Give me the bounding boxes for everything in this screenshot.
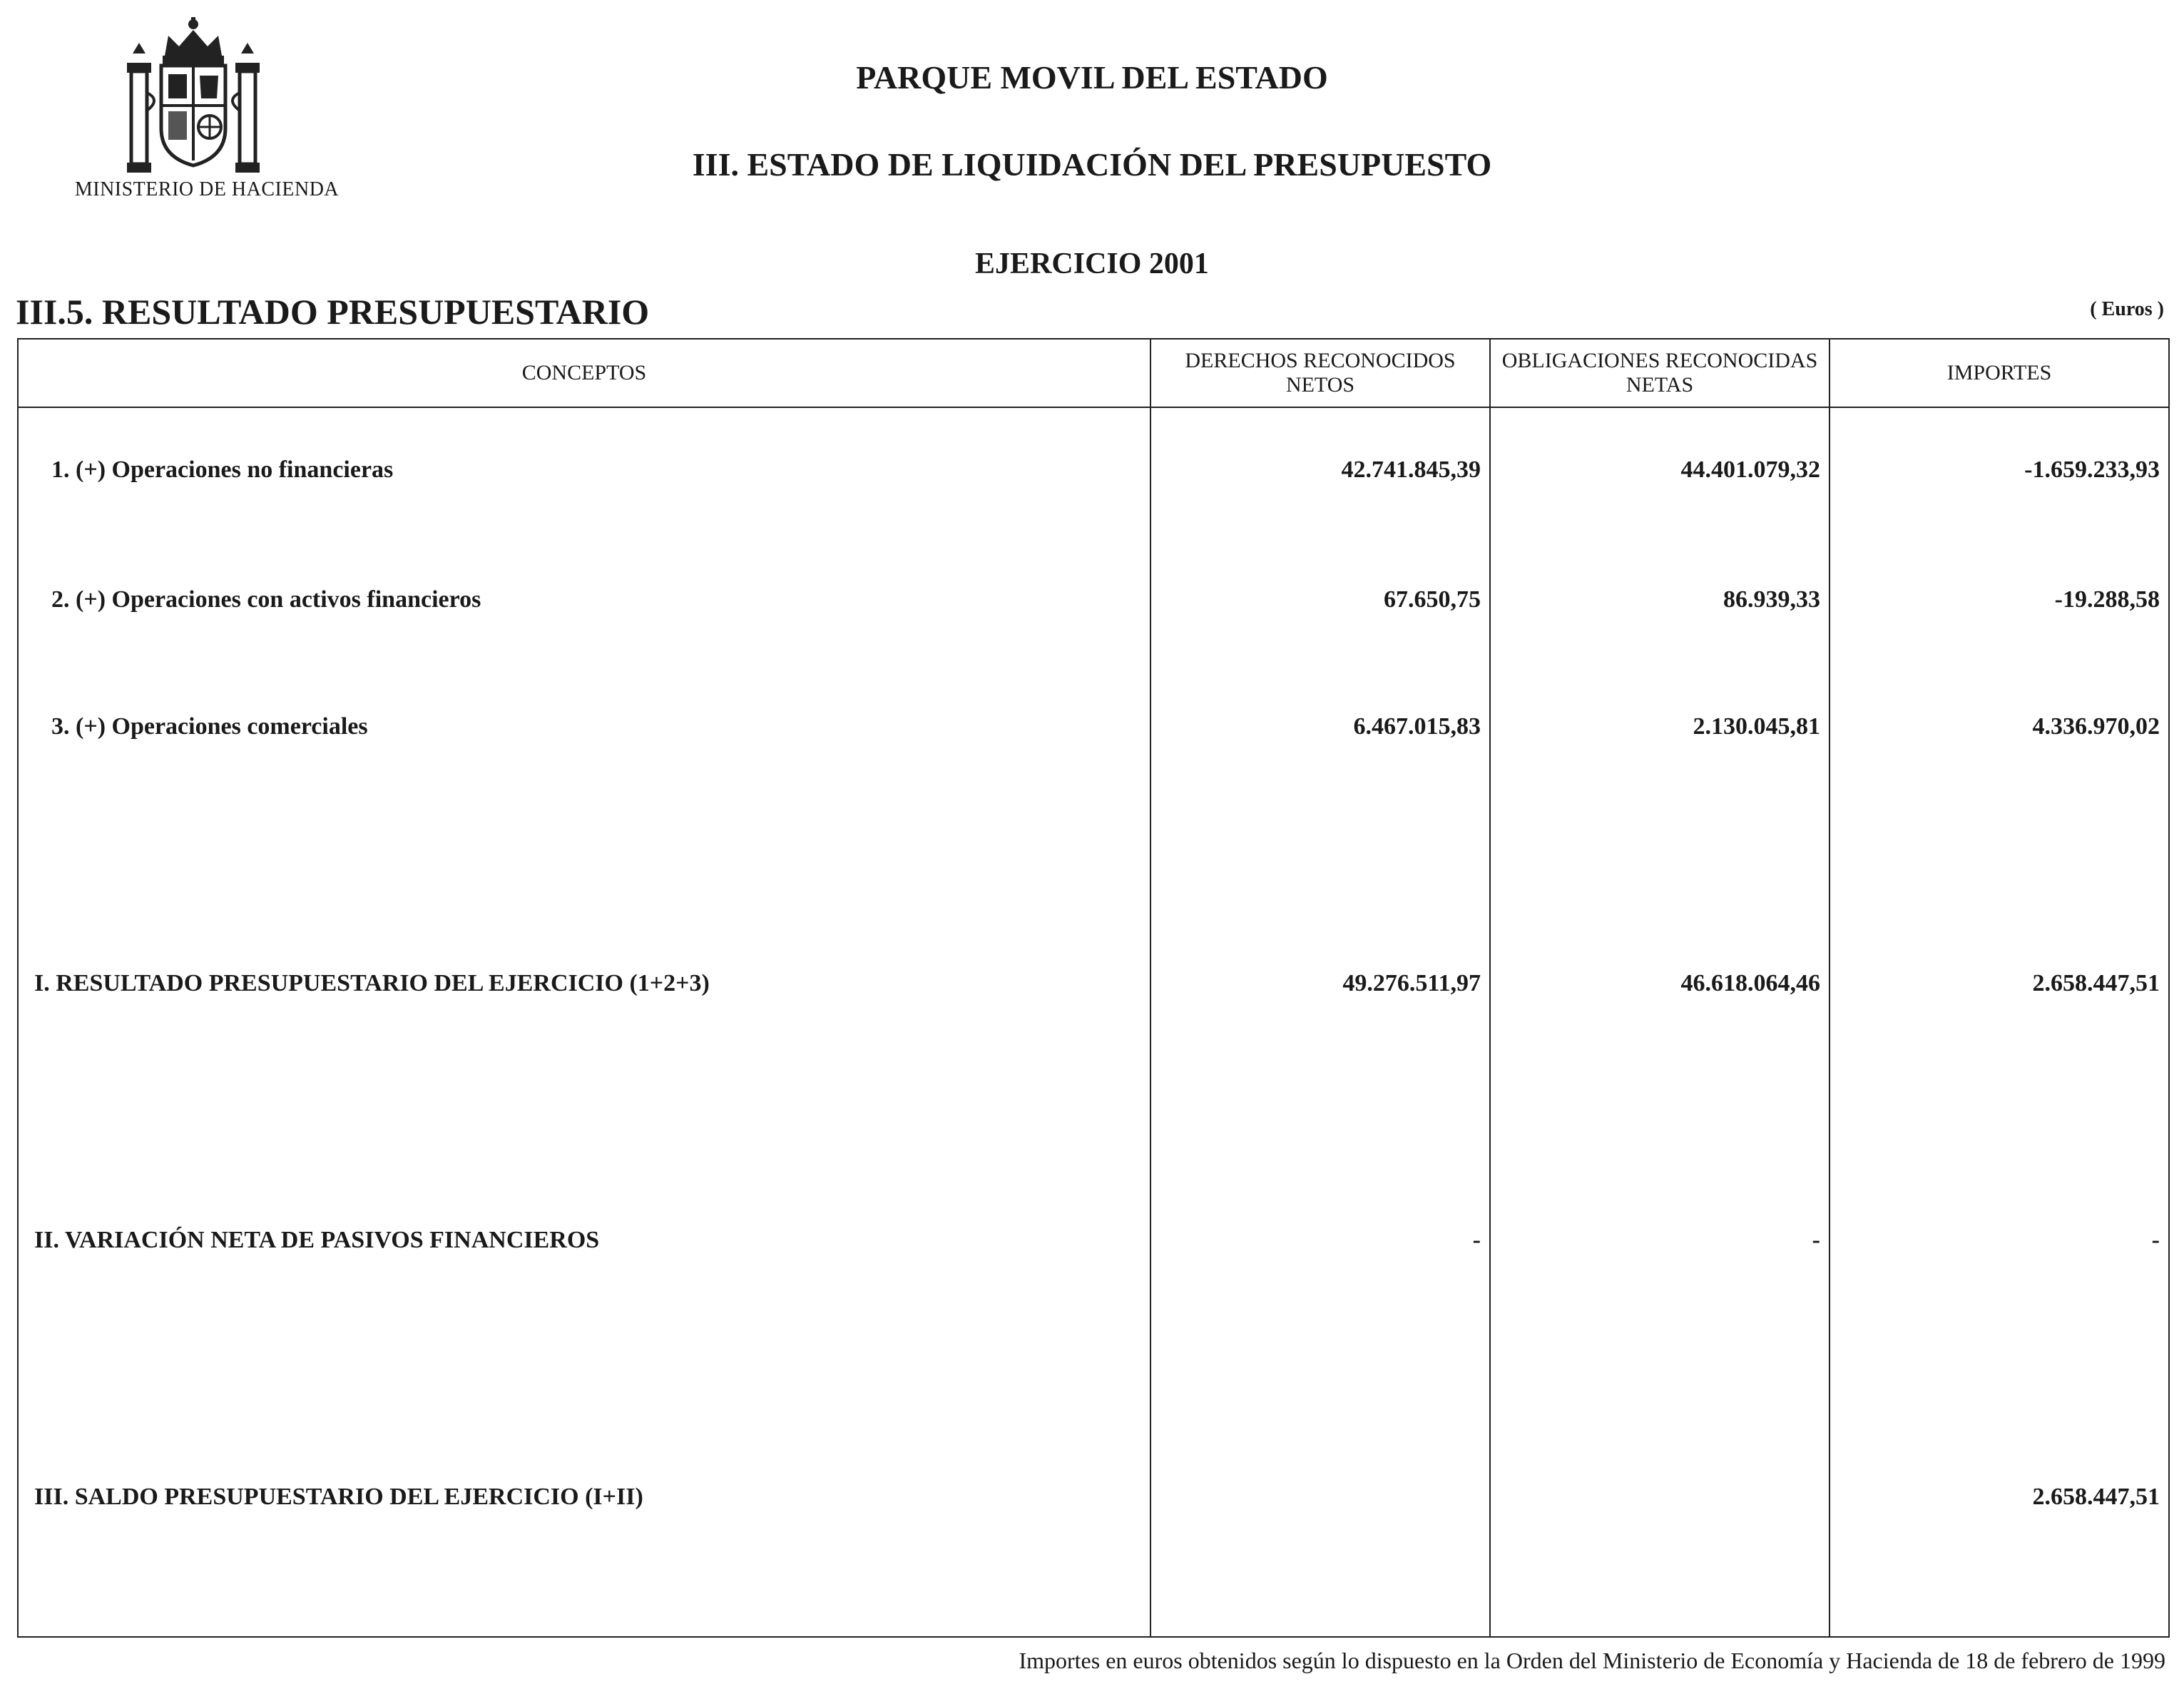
column-header-rights: DERECHOS RECONOCIDOS NETOS bbox=[1185, 349, 1456, 397]
obligations-value: 86.939,33 bbox=[1723, 586, 1820, 613]
rights-value: 42.741.845,39 bbox=[1341, 456, 1481, 483]
row-label-total: II. VARIACIÓN NETA DE PASIVOS FINANCIEROS bbox=[34, 1227, 600, 1253]
currency-unit: ( Euros ) bbox=[2090, 298, 2164, 320]
column-header-obligations: OBLIGACIONES RECONOCIDAS NETAS bbox=[1501, 349, 1818, 397]
column-header-amounts: IMPORTES bbox=[1946, 361, 2052, 384]
amount-value: - bbox=[2151, 1227, 2160, 1253]
ministry-name: MINISTERIO DE HACIENDA bbox=[74, 178, 340, 200]
obligations-value: - bbox=[1812, 1227, 1820, 1253]
column-divider bbox=[1489, 338, 1491, 1638]
rights-value: 67.650,75 bbox=[1384, 586, 1481, 613]
row-label: 1. (+) Operaciones no financieras bbox=[51, 456, 394, 483]
section-title: III.5. RESULTADO PRESUPUESTARIO bbox=[16, 292, 650, 332]
amount-value: 4.336.970,02 bbox=[2032, 713, 2160, 740]
page-title: PARQUE MOVIL DEL ESTADO bbox=[856, 59, 1328, 96]
page-subtitle: III. ESTADO DE LIQUIDACIÓN DEL PRESUPUESTO bbox=[692, 146, 1492, 183]
rights-value: - bbox=[1472, 1227, 1481, 1253]
obligations-value: 46.618.064,46 bbox=[1680, 970, 1820, 996]
obligations-value: 2.130.045,81 bbox=[1693, 713, 1820, 740]
amount-value: -19.288,58 bbox=[2054, 586, 2160, 613]
amount-value: 2.658.447,51 bbox=[2032, 1484, 2160, 1510]
amount-value: 2.658.447,51 bbox=[2032, 970, 2160, 996]
amount-value: -1.659.233,93 bbox=[2024, 456, 2160, 483]
footnote: Importes en euros obtenidos según lo dispuesto en la Orden del Ministerio de Economía y Hacienda de 18 de febrero de 1999 bbox=[1019, 1648, 2165, 1673]
header-divider bbox=[17, 407, 2170, 408]
row-label: 2. (+) Operaciones con activos financieros bbox=[51, 586, 481, 613]
row-label: 3. (+) Operaciones comerciales bbox=[51, 713, 368, 740]
fiscal-year: EJERCICIO 2001 bbox=[975, 248, 1209, 280]
row-label-total: III. SALDO PRESUPUESTARIO DEL EJERCICIO (I+II) bbox=[34, 1484, 643, 1510]
rights-value: 6.467.015,83 bbox=[1353, 713, 1481, 740]
row-label-total: I. RESULTADO PRESUPUESTARIO DEL EJERCICIO (1+2+3) bbox=[34, 970, 710, 996]
column-divider bbox=[1150, 338, 1151, 1638]
column-header-concepts: CONCEPTOS bbox=[521, 361, 647, 384]
obligations-value: 44.401.079,32 bbox=[1680, 456, 1820, 483]
rights-value: 49.276.511,97 bbox=[1342, 970, 1481, 996]
column-divider bbox=[1829, 338, 1830, 1638]
